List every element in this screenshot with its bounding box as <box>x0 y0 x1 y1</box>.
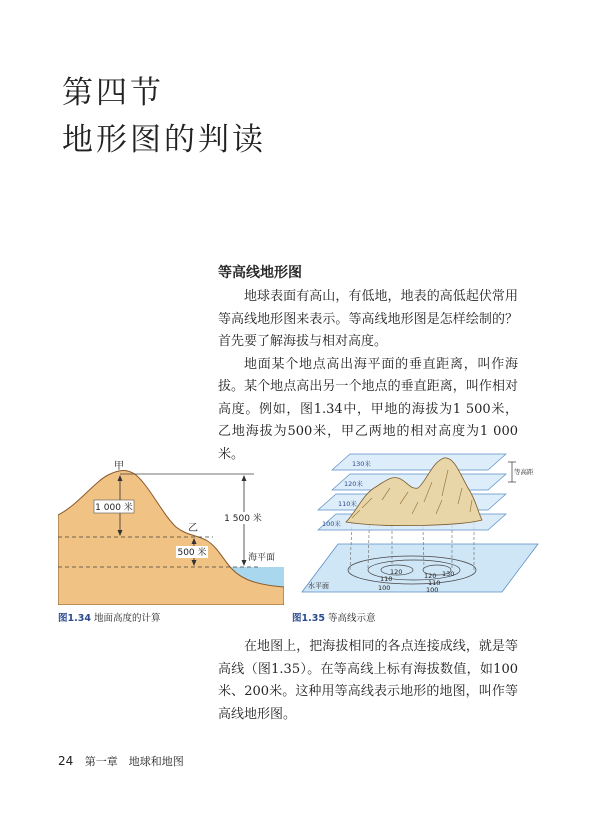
contour-label: 130 <box>442 570 455 578</box>
contour-label: 120 <box>390 568 403 576</box>
caption-number: 图1.35 <box>292 613 325 624</box>
plane-label-130: 130米 <box>352 460 371 468</box>
contour-label: 100 <box>426 586 439 594</box>
label-jia: 甲 <box>114 461 124 472</box>
label-1000: 1 000 米 <box>95 503 133 513</box>
chapter-title-line1: 第四节 <box>62 75 164 111</box>
chapter-title <box>62 70 266 164</box>
paragraph: 地球表面有高山，有低地，地表的高低起伏常用等高线地形图来表示。等高线地形图是怎样绘制的？首先要了解海拔与相对高度。 <box>218 289 518 349</box>
figure-contour-planes <box>292 452 542 604</box>
contour-label: 100 <box>378 584 391 592</box>
caption-text: 等高线示意 <box>327 613 376 624</box>
label-yi: 乙 <box>188 523 198 534</box>
caption-text: 地面高度的计算 <box>93 613 161 624</box>
label-500: 500 米 <box>177 548 207 558</box>
label-1500: 1 500 米 <box>224 514 262 524</box>
plane-label-100: 100米 <box>322 520 341 528</box>
arrowhead <box>242 560 247 566</box>
contour-label: 120 <box>424 572 437 580</box>
footer-chapter-label: 第一章 地球和地图 <box>84 755 184 768</box>
body-text-bottom <box>218 636 518 726</box>
plane-label-120: 120米 <box>344 480 363 488</box>
body-text-top <box>218 286 518 466</box>
plane-sea-level <box>302 544 538 592</box>
paragraph: 在地图上，把海拔相同的各点连接成线，就是等高线（图1.35）。在等高线上标有海拔数值，如100米、200米。这种用等高线表示地形的地图，叫作等高线地形图。 <box>218 639 518 722</box>
arrowhead <box>242 475 247 481</box>
label-sea-level: 海平面 <box>248 553 276 563</box>
chapter-title-line2: 地形图的判读 <box>62 122 266 158</box>
contour-label: 110 <box>428 579 441 587</box>
label-interval: 等高距 <box>514 468 534 476</box>
plane-label-110: 110米 <box>338 500 357 508</box>
page-number: 24 <box>58 754 74 768</box>
section-heading: 等高线地形图 <box>218 265 302 281</box>
caption-fig-134 <box>58 610 161 624</box>
label-horizontal-plane: 水平面 <box>308 582 329 590</box>
contour-label: 110 <box>380 575 393 583</box>
paragraph: 地面某个地点高出海平面的垂直距离，叫作海拔。某个地点高出另一个地点的垂直距离，叫作相对高度。例如，图1.34中，甲地的海拔为1 500米，乙地海拔为500米，甲乙两地的相对高度为1 000米。 <box>218 356 518 462</box>
caption-number: 图1.34 <box>58 613 91 624</box>
page-footer <box>58 753 184 769</box>
figure-elevation-cross-section <box>58 455 284 605</box>
caption-fig-135 <box>292 610 376 624</box>
land-profile <box>58 471 284 606</box>
